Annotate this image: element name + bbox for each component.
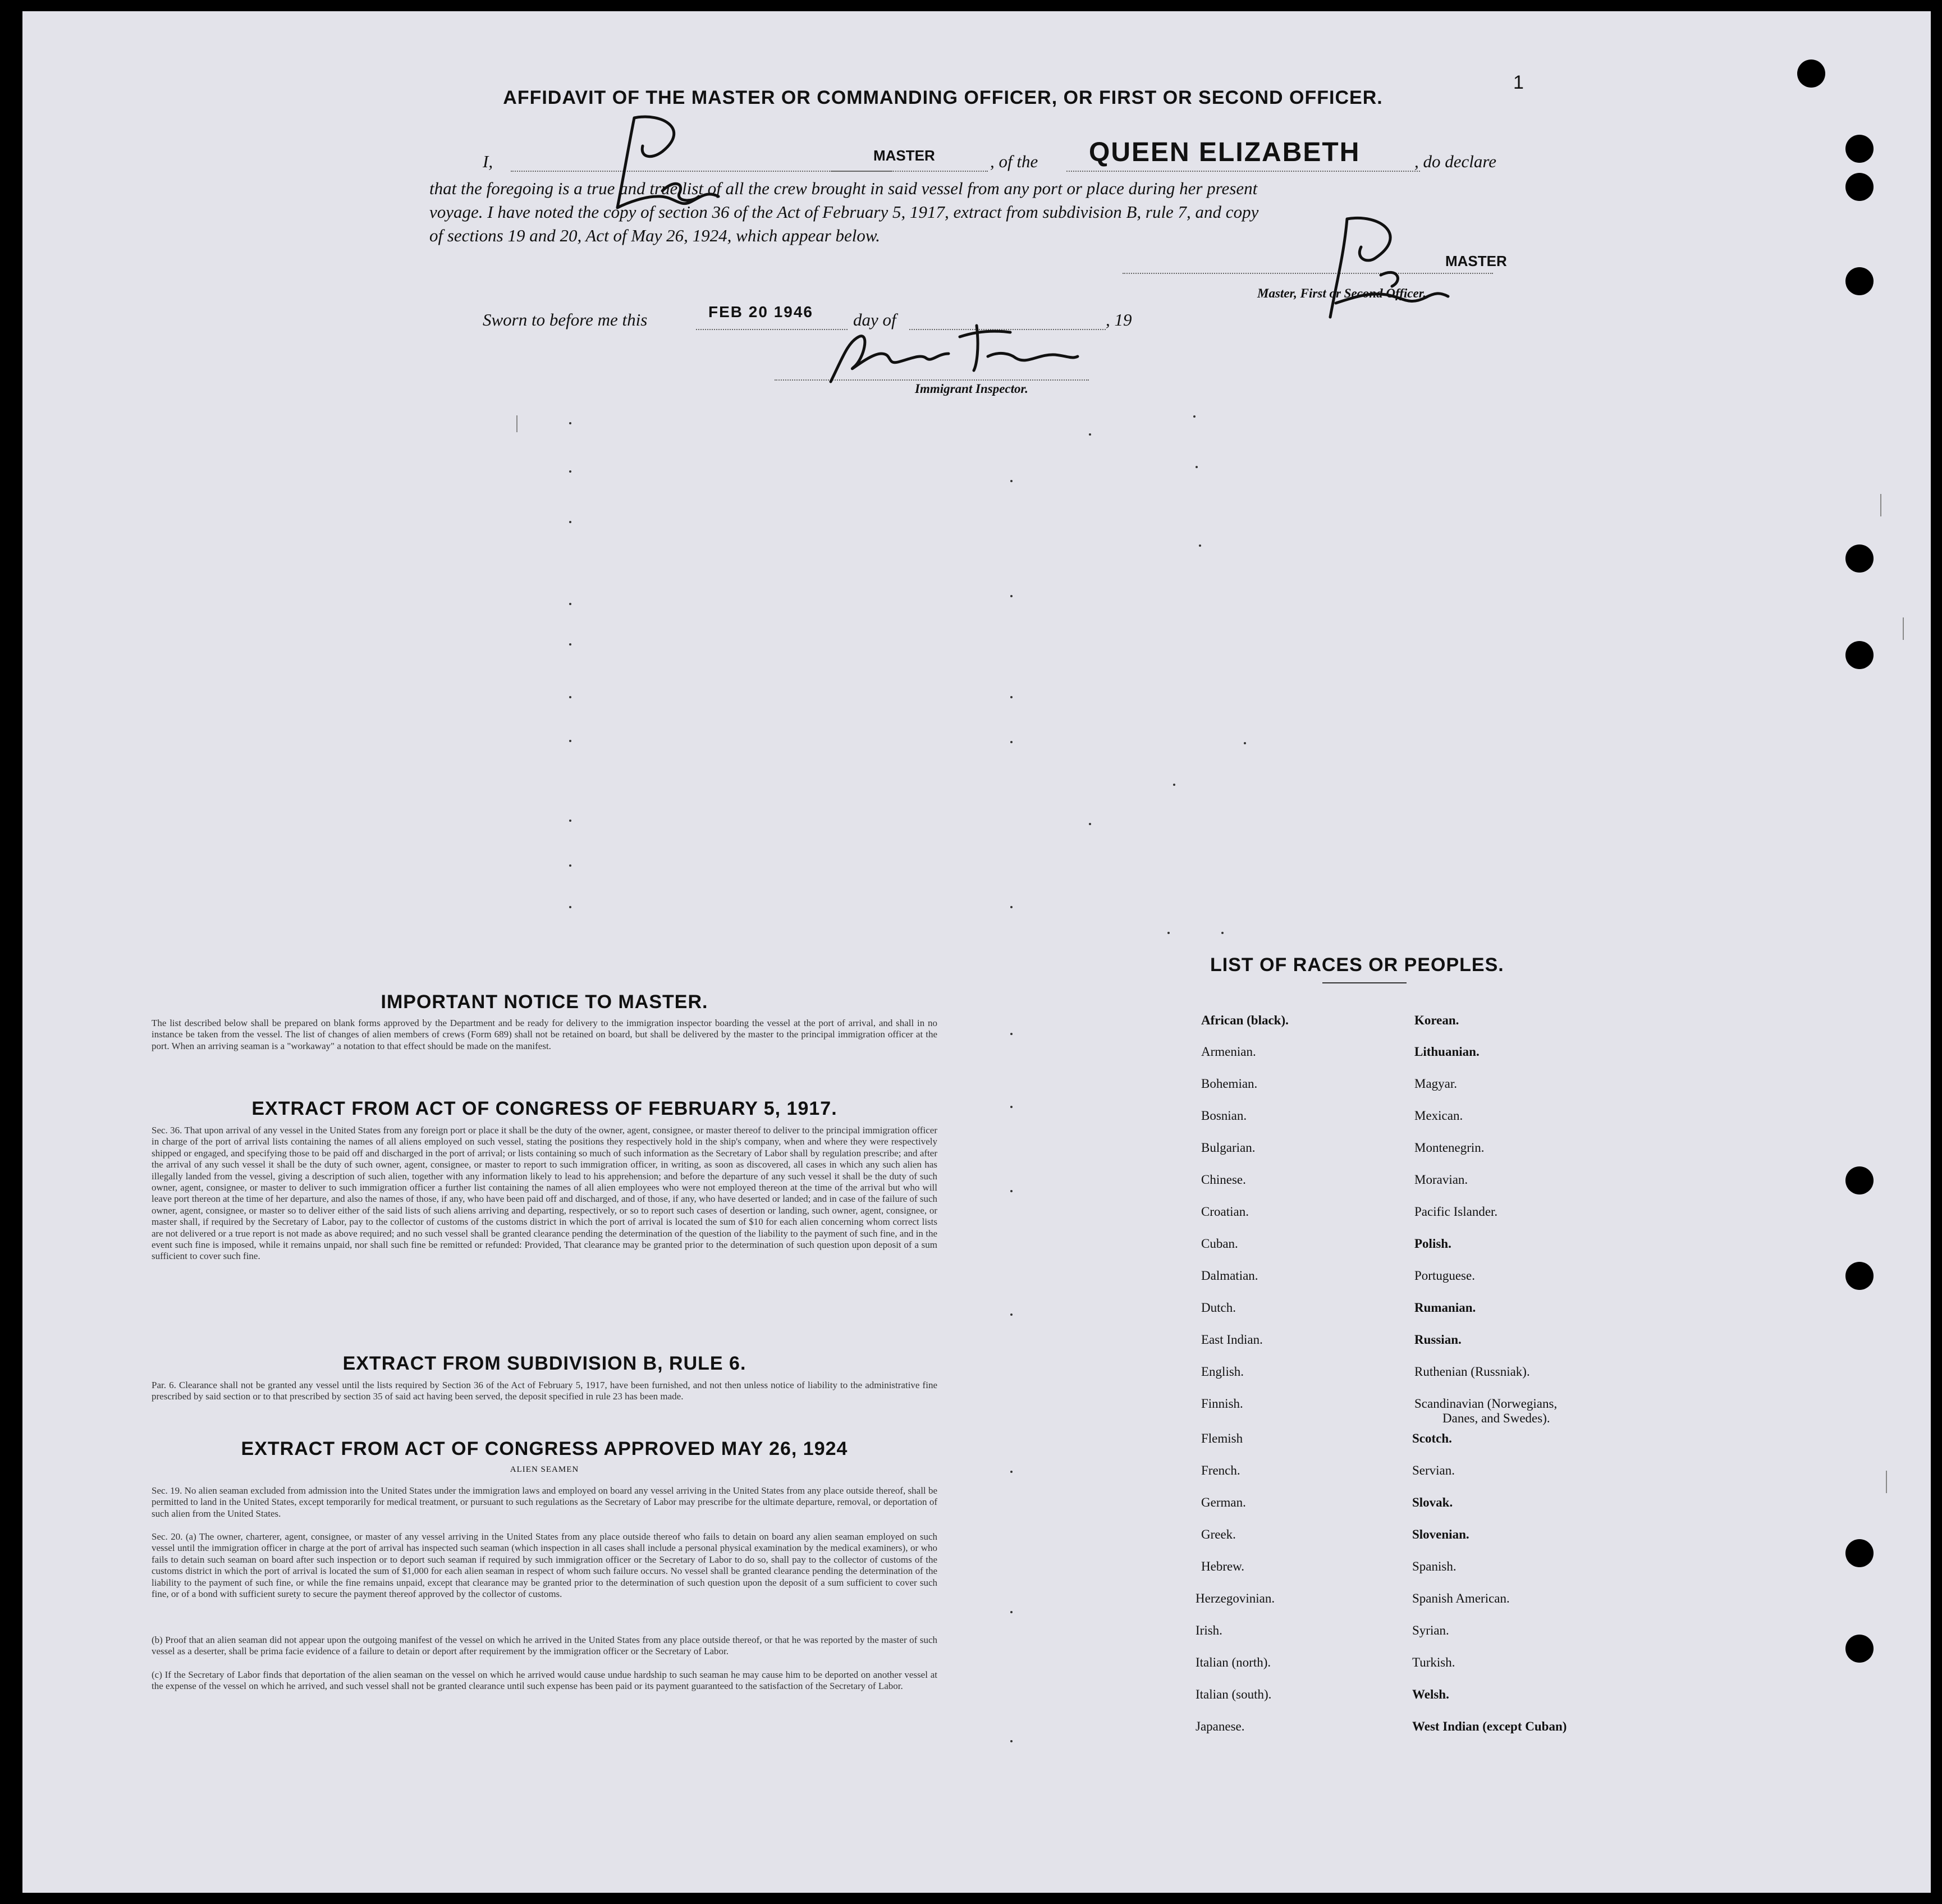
registration-mark: [1010, 741, 1013, 743]
registration-mark: [1010, 1740, 1013, 1742]
affidavit-title: AFFIDAVIT OF THE MASTER OR COMMANDING OFFICER, OR FIRST OR SECOND OFFICER.: [503, 87, 1383, 108]
registration-mark: [1010, 1313, 1013, 1316]
race-item: Rumanian.: [1414, 1301, 1476, 1315]
race-item: Greek.: [1201, 1527, 1236, 1541]
registration-mark: [1010, 1033, 1013, 1035]
registration-mark: [569, 643, 571, 646]
do-declare-label: , do declare: [1414, 152, 1497, 171]
registration-mark: [1010, 595, 1013, 597]
race-item: Russian.: [1414, 1333, 1462, 1347]
race-item: Korean.: [1414, 1013, 1459, 1027]
punch-hole: [1845, 544, 1874, 573]
race-item: Bosnian.: [1201, 1109, 1247, 1123]
race-item: Slovak.: [1412, 1495, 1453, 1509]
registration-mark: [1010, 1190, 1013, 1192]
punch-hole: [1845, 641, 1874, 669]
registration-mark: [1244, 742, 1246, 744]
race-item: Welsh.: [1412, 1687, 1449, 1701]
notice-title: IMPORTANT NOTICE TO MASTER.: [381, 991, 708, 1013]
races-title-rule: [1322, 982, 1407, 983]
race-item: Scotch.: [1412, 1431, 1452, 1445]
punch-hole: [1845, 267, 1874, 295]
ship-blank: [1066, 171, 1420, 172]
race-item: French.: [1201, 1463, 1240, 1477]
registration-tick: [1903, 617, 1904, 640]
registration-mark: [1089, 433, 1091, 436]
affidavit-line-3: voyage. I have noted the copy of section 36 of the Act of February 5, 1917, extract from subdivision B, rule 7, and copy: [429, 202, 1259, 222]
race-item: Dalmatian.: [1201, 1269, 1258, 1283]
extract-1917-title: EXTRACT FROM ACT OF CONGRESS OF FEBRUARY 5, 1917.: [251, 1098, 837, 1119]
year-prefix: , 19: [1106, 310, 1132, 329]
rank-stamp: MASTER: [873, 147, 935, 164]
inspector-caption: Immigrant Inspector.: [915, 382, 1028, 396]
race-item: African (black).: [1201, 1013, 1289, 1027]
registration-mark: [1167, 932, 1170, 934]
extract-1917-text: Sec. 36. That upon arrival of any vessel in the United States from any foreign port or place it shall be the duty of the owner, agent, consignee, or master thereof to deliver to the principal immigration officer in charge of the port of arrival lists containing the names of all aliens employed on such vessel, stating the positions they respectively hold in the ship's company, when and where they were respectively shipped or engaged, and specifying those to be paid off and discharged in the port of arrival; or lists containing so much of such information as the Secretary of Labor shall by regulation prescribe; and after the arrival of any such vessel it shall be the duty of such owner, agent, consignee, or master to report to such immigration officer, in writing, as soon as discovered, all cases in which any such alien has illegally landed from the vessel, giving a description of such alien, together with any information likely to lead to his apprehension; and before the departure of any such vessel it shall be the duty of such owner, agent, consignee, or master to deliver to such immigration officer a further list containing the names of all alien employees who were not employed thereon at the time of the arrival but who will leave port thereon at the time of her departure, and also the names of those, if any, who have been paid off and discharged, and of those, if any, who have deserted or landed; and in case of the failure of such owner, agent, consignee, or master so to deliver either of the said lists of such aliens arriving and departing, respectively, or so to report such cases of desertion or landing, such owner, agent, consignee, or master shall, if required by the Secretary of Labor, pay to the collector of customs of the customs district in which the port of arrival is located the sum of $10 for each alien concerning whom correct lists are not delivered or a true report is not made as above required; and no such vessel shall be granted clearance pending the determination of the question of the liability to the payment of such fine, and in the event such fine is imposed, while it remains unpaid, nor shall such fine be remitted or refunded: Provided, That clearance may be granted prior to the determination of such question upon deposit of a sum sufficient to cover such fine.: [152, 1125, 937, 1262]
race-item: Cuban.: [1201, 1237, 1238, 1251]
punch-hole: [1845, 135, 1874, 163]
race-item: Pacific Islander.: [1414, 1205, 1498, 1219]
race-item: Italian (south).: [1196, 1687, 1272, 1701]
extract-1924-sec20b: (b) Proof that an alien seaman did not appear upon the outgoing manifest of the vessel on which he arrived in the United States from any place outside thereof, or that he was reported by the master of such vessel as a deserter, shall be prima facie evidence of a failure to detain or deport after requirement by the immigration officer or the Secretary of Labor.: [152, 1635, 937, 1657]
extract-1924-title: EXTRACT FROM ACT OF CONGRESS APPROVED MAY 26, 1924: [241, 1438, 848, 1459]
punch-hole: [1797, 60, 1825, 88]
race-item: Hebrew.: [1201, 1559, 1245, 1573]
registration-mark: [1173, 784, 1175, 786]
registration-mark: [1089, 823, 1091, 825]
registration-tick: [516, 415, 517, 432]
master-signature-2: [1313, 213, 1459, 326]
race-item: Herzegovinian.: [1196, 1591, 1275, 1605]
race-item: Moravian.: [1414, 1173, 1468, 1187]
race-item: Mexican.: [1414, 1109, 1463, 1123]
registration-mark: [1010, 1106, 1013, 1108]
race-item: Chinese.: [1201, 1173, 1246, 1187]
registration-tick: [1880, 494, 1881, 516]
registration-mark: [1010, 1471, 1013, 1473]
extract-1924-sec19: Sec. 19. No alien seaman excluded from admission into the United States under the immigration laws and employed on board any vessel arriving in the United States from any place outside thereof, shall be permitted to land in the United States, except temporarily for medical treatment, or pursuant to such regulations as the Secretary of Labor may prescribe for the ultimate departure, removal, or deportation of such alien from the United States.: [152, 1485, 937, 1519]
race-item: Turkish.: [1412, 1655, 1455, 1669]
registration-mark: [569, 906, 571, 908]
race-item: Ruthenian (Russniak).: [1414, 1365, 1530, 1379]
race-item: Croatian.: [1201, 1205, 1249, 1219]
race-item: West Indian (except Cuban): [1412, 1719, 1567, 1733]
punch-hole: [1845, 1539, 1874, 1567]
officer-caption: Master, First or Second Officer.: [1257, 286, 1427, 300]
races-title: LIST OF RACES OR PEOPLES.: [1210, 954, 1504, 976]
race-item: Spanish.: [1412, 1559, 1456, 1573]
document-page: [22, 11, 1931, 1893]
registration-mark: [569, 740, 571, 742]
registration-mark: [569, 470, 571, 473]
race-item: Lithuanian.: [1414, 1045, 1480, 1059]
race-item: Scandinavian (Norwegians,: [1414, 1397, 1558, 1411]
race-item: Slovenian.: [1412, 1527, 1469, 1541]
race-item: Montenegrin.: [1414, 1141, 1485, 1155]
registration-tick: [1886, 1471, 1887, 1493]
race-item: Flemish: [1201, 1431, 1243, 1445]
race-item: Italian (north).: [1196, 1655, 1271, 1669]
race-item: Finnish.: [1201, 1397, 1243, 1411]
race-item: German.: [1201, 1495, 1246, 1509]
extract-1924-sec20a: Sec. 20. (a) The owner, charterer, agent, consignee, or master of any vessel arriving in the United States from any place outside thereof who fails to detain on board any alien seaman employed on such vessel until the immigration officer in charge at the port of arrival has inspected such seaman (which inspection in all cases shall include a personal physical examination by the medical examiners), or who fails to detain such seaman on board after such inspection or to deport such seaman if required by such immigration officer or the Secretary of Labor to do so, shall pay to the collector of customs of the customs district in which the port of arrival is located the sum of $1,000 for each alien seaman in respect of whom such failure occurs. No vessel shall be granted clearance pending the determination of the liability to the payment of such fine, or while the fine remains unpaid, except that clearance may be granted prior to the determination of such question upon the deposit of a sum sufficient to cover such fine, or of a bond with sufficient surety to secure the payment thereof approved by the collector of customs.: [152, 1531, 937, 1600]
corner-mark: 1: [1513, 72, 1524, 93]
affidavit-line-4: of sections 19 and 20, Act of May 26, 1924, which appear below.: [429, 226, 881, 245]
registration-mark: [569, 603, 571, 605]
race-item: Bulgarian.: [1201, 1141, 1256, 1155]
registration-mark: [1010, 696, 1013, 698]
extract-1924-sec20c: (c) If the Secretary of Labor finds that deportation of the alien seaman on the vessel on which he arrived would cause undue hardship to such seaman he may cause him to be deported on another vessel at the expense of the vessel on which he arrived, and such vessel shall not be granted clearance until such expense has been paid or its payment guaranteed to the satisfaction of the Secretary of Labor.: [152, 1669, 937, 1692]
registration-mark: [569, 696, 571, 698]
punch-hole: [1845, 1635, 1874, 1663]
punch-hole: [1845, 1262, 1874, 1290]
rank-blank: [831, 171, 988, 172]
registration-mark: [1193, 415, 1196, 418]
race-item: Magyar.: [1414, 1077, 1458, 1091]
registration-mark: [569, 820, 571, 822]
registration-mark: [1199, 544, 1201, 547]
date-stamp: FEB 20 1946: [708, 303, 813, 321]
master-signature-1: [595, 112, 741, 225]
race-item: Polish.: [1414, 1237, 1451, 1251]
registration-mark: [569, 422, 571, 424]
race-item: English.: [1201, 1365, 1244, 1379]
notice-text: The list described below shall be prepared on blank forms approved by the Department and be ready for delivery to the immigration inspector boarding the vessel at the port of arrival, and shall in no instance be taken from the vessel. The list of changes of alien members of crews (Form 689) shall not be retained on board, but shall be delivered by the master to the principal immigration officer at the port. When an arriving seaman is a "workaway" a notation to that effect should be made on the manifest.: [152, 1018, 937, 1051]
registration-mark: [1221, 932, 1224, 934]
alien-seamen-subtitle: ALIEN SEAMEN: [510, 1465, 579, 1474]
subdivision-text: Par. 6. Clearance shall not be granted any vessel until the lists required by Section 36 of the Act of February 5, 1917, have been furnished, and not then unless notice of liability to the administrative fine prescribed by said section or to that prescribed by section 35 of said act having been served, the deposit specified in rule 23 has been made.: [152, 1380, 937, 1402]
race-item: Japanese.: [1196, 1719, 1245, 1733]
race-item: Danes, and Swedes).: [1442, 1411, 1550, 1425]
punch-hole: [1845, 173, 1874, 201]
subdivision-title: EXTRACT FROM SUBDIVISION B, RULE 6.: [342, 1353, 746, 1374]
day-of-label: day of: [853, 310, 896, 329]
race-item: Irish.: [1196, 1623, 1222, 1637]
affidavit-i-label: I,: [483, 152, 493, 171]
race-item: Dutch.: [1201, 1301, 1236, 1315]
registration-mark: [569, 864, 571, 867]
registration-mark: [1010, 906, 1013, 908]
registration-mark: [1010, 480, 1013, 482]
race-item: East Indian.: [1201, 1333, 1263, 1347]
of-the-label: , of the: [990, 152, 1038, 171]
registration-mark: [1196, 466, 1198, 468]
registration-mark: [1010, 1611, 1013, 1613]
affidavit-line-2: that the foregoing is a true and true list of all the crew brought in said vessel from any port or place during her present: [429, 178, 1258, 198]
punch-hole: [1845, 1166, 1874, 1194]
sworn-label: Sworn to before me this: [483, 310, 648, 329]
race-item: Bohemian.: [1201, 1077, 1258, 1091]
race-item: Portuguese.: [1414, 1269, 1475, 1283]
race-item: Spanish American.: [1412, 1591, 1510, 1605]
inspector-signature: [808, 314, 1089, 393]
ship-name: QUEEN ELIZABETH: [1089, 138, 1361, 167]
race-item: Servian.: [1412, 1463, 1455, 1477]
race-item: Syrian.: [1412, 1623, 1449, 1637]
registration-mark: [569, 521, 571, 523]
race-item: Armenian.: [1201, 1045, 1256, 1059]
master-stamp: MASTER: [1445, 253, 1507, 269]
